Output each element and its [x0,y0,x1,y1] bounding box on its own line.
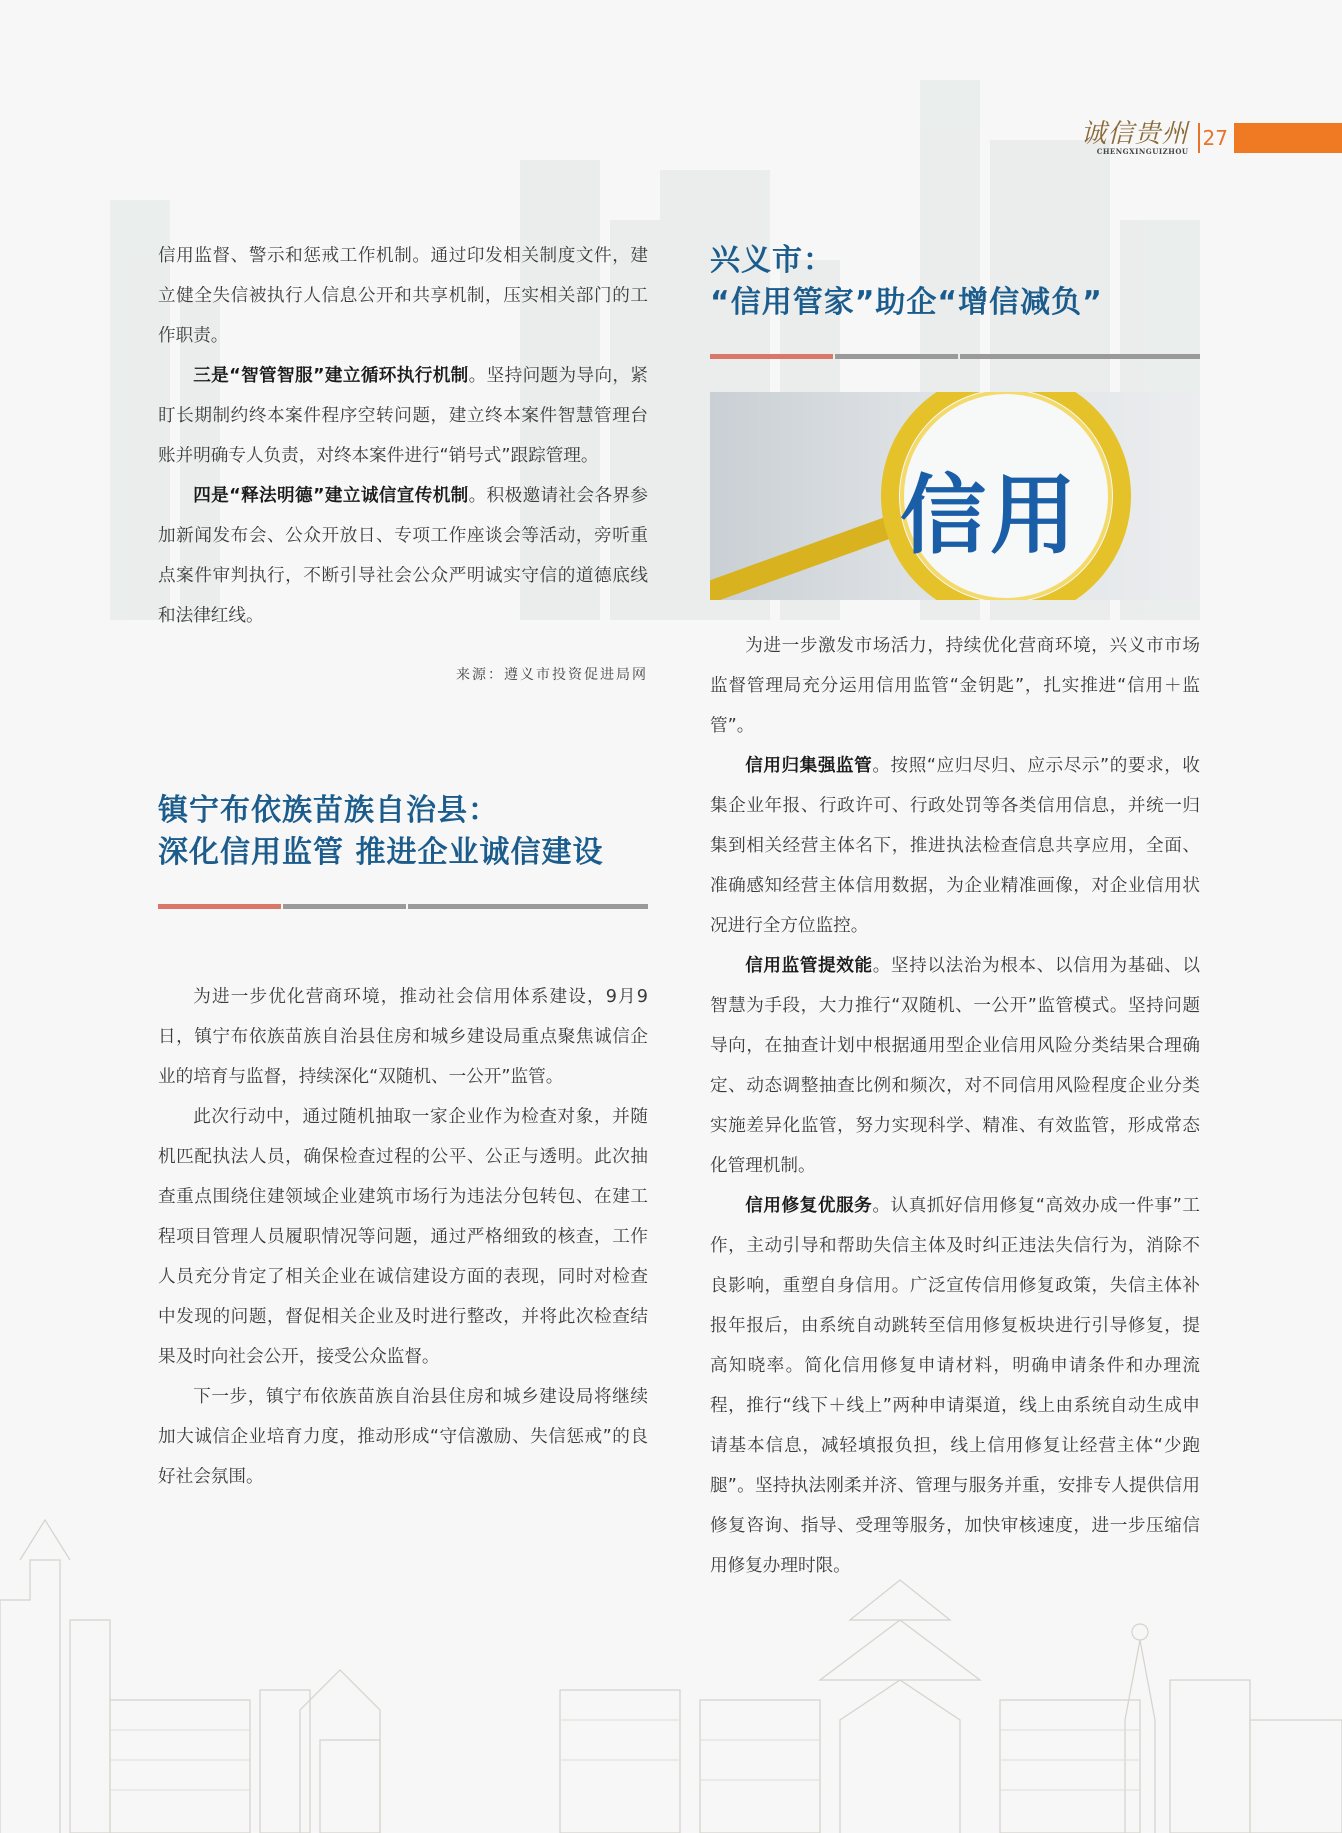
title-divider-xingyi [710,354,1200,359]
xingyi-paragraph-4 [710,1186,1200,1586]
left-paragraph-1: 信用监督、警示和惩戒工作机制。通过印发相关制度文件，建立健全失信被执行人信息公开和共享机制，压实相关部门的工作职责。 [158,246,648,346]
page-number-separator [1198,123,1200,153]
page-number: 27 [1202,126,1228,150]
zhenning-paragraph-1: 为进一步优化营商环境，推动社会信用体系建设，9月9日，镇宁布依族苗族自治县住房和城乡建设局重点聚焦诚信企业的培育与监督，持续深化“双随机、一公开”监管。 [158,987,648,1087]
section-title-xingyi-line-2: “信用管家”助企“增信减负” [710,285,1103,320]
section-title-zhenning-line-2: 深化信用监管 推进企业诚信建设 [158,835,604,870]
left-paragraph-3 [158,476,648,636]
page-accent-bar [1234,123,1342,153]
xingyi-paragraph-4-text: 。认真抓好信用修复“高效办成一件事”工作，主动引导和帮助失信主体及时纠正违法失信行为，消除不良影响，重塑自身信用。广泛宣传信用修复政策，失信主体补报年报后，由系统自动跳转至信用修复板块进行引导修复，提高知晓率。简化信用修复申请材料，明确申请条件和办理流程，推行“线下＋线上”两种申请渠道，线上由系统自动生成申请基本信息，减轻填报负担，线上信用修复让经营主体“少跑腿”。坚持执法刚柔并济、管理与服务并重，安排专人提供信用修复咨询、指导、受理等服务，加快审核速度，进一步压缩信用修复办理时限。 [710,1196,1200,1576]
section-title-zhenning [158,790,648,874]
zhenning-body [158,977,648,1497]
left-paragraph-2-text: 。坚持问题为导向，紧盯长期制约终本案件程序空转问题，建立终本案件智慧管理台账并明确专人负责，对终本案件进行“销号式”跟踪管理。 [158,366,648,466]
section-title-xingyi-line-1: 兴义市： [710,243,834,278]
section-xingyi [710,240,1200,359]
logo-english: CHENGXINGUIZHOU [1096,146,1189,156]
left-paragraph-3-heading: 四是“释法明德”建立诚信宣传机制 [193,486,469,506]
page-header [1081,118,1342,158]
photo-credit-text: 信用 [900,466,1080,566]
left-paragraph-2 [158,356,648,476]
xingyi-paragraph-2 [710,746,1200,946]
logo-chinese: 诚信贵州 [1080,118,1189,149]
xingyi-paragraph-2-text: 。按照“应归尽归、应示尽示”的要求，收集企业年报、行政许可、行政处罚等各类信用信息，并统一归集到相关经营主体名下，推进执法检查信息共享应用，全面、准确感知经营主体信用数据，为企业精准画像，对企业信用状况进行全方位监控。 [710,756,1200,936]
credit-magnifier-photo [710,392,1200,600]
left-column [158,236,648,684]
xingyi-paragraph-1: 为进一步激发市场活力，持续优化营商环境，兴义市市场监督管理局充分运用信用监管“金钥匙”，扎实推进“信用＋监管”。 [710,636,1200,736]
section-zhenning [158,790,648,909]
left-paragraph-3-text: 。积极邀请社会各界参加新闻发布会、公众开放日、专项工作座谈会等活动，旁听重点案件审判执行，不断引导社会公众严明诚实守信的道德底线和法律红线。 [158,486,648,626]
zhenning-paragraph-3: 下一步，镇宁布依族苗族自治县住房和城乡建设局将继续加大诚信企业培育力度，推动形成“守信激励、失信惩戒”的良好社会氛围。 [158,1387,648,1487]
xingyi-paragraph-2-heading: 信用归集强监管 [745,756,873,776]
xingyi-paragraph-4-heading: 信用修复优服务 [745,1196,873,1216]
credit-photo-wrapper [710,392,1200,600]
section-title-zhenning-line-1: 镇宁布依族苗族自治县： [158,793,499,828]
zhenning-paragraph-2: 此次行动中，通过随机抽取一家企业作为检查对象，并随机匹配执法人员，确保检查过程的公平、公正与透明。此次抽查重点围绕住建领域企业建筑市场行为违法分包转包、在建工程项目管理人员履职情况等问题，通过严格细致的核查，工作人员充分肯定了相关企业在诚信建设方面的表现，同时对检查中发现的问题，督促相关企业及时进行整改，并将此次检查结果及时向社会公开，接受公众监督。 [158,1107,648,1367]
section-title-xingyi [710,240,1200,324]
source-credit: 来源：遵义市投资促进局网 [456,667,648,683]
xingyi-paragraph-3-heading: 信用监管提效能 [745,956,873,976]
title-divider-zhenning [158,904,648,909]
xingyi-paragraph-3 [710,946,1200,1186]
xingyi-paragraph-3-text: 。坚持以法治为根本、以信用为基础、以智慧为手段，大力推行“双随机、一公开”监管模式。坚持问题导向，在抽查计划中根据通用型企业信用风险分类结果合理确定、动态调整抽查比例和频次，对不同信用风险程度企业分类实施差异化监管，努力实现科学、精准、有效监管，形成常态化管理机制。 [710,956,1200,1176]
xingyi-body [710,626,1200,1586]
magazine-logo [1080,118,1189,156]
left-paragraph-2-heading: 三是“智管智服”建立循环执行机制 [193,366,469,386]
